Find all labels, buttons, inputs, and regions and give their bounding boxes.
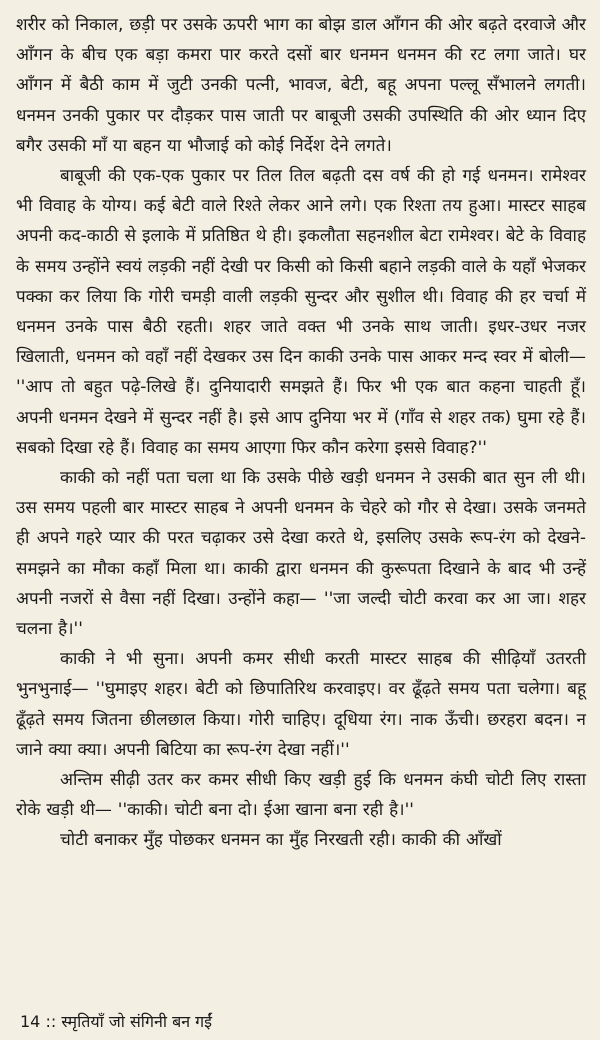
paragraph-2: बाबूजी की एक-एक पुकार पर तिल तिल बढ़ती दस वर्ष की हो गई धनमन। रामेश्वर भी विवाह के योग्य। कई बेटी वाले रिश्ते लेकर आने लगे। एक रिश्ता तय हुआ। मास्टर साहब अपनी कद-काठी से इलाके में प्रतिष्ठित थे ही। इकलौता सहनशील बेटा रामेश्वर। बेटे के विवाह के समय उन्होंने स्वयं लड़की नहीं देखी पर किसी को किसी बहाने लड़की वाले के यहाँ भेजकर पक्का कर लिया कि गोरी चमड़ी वाली लड़की सुन्दर और सुशील थी। विवाह की हर चर्चा में धनमन उनके पास बैठी रहती। शहर जाते वक्त भी उनके साथ जाती। इधर-उधर नजर खिलाती, धनमन को वहाँ नहीं देखकर उस दिन काकी उनके पास आकर मन्द स्वर में बोली— ''आप तो बहुत पढ़े-लिखे हैं। दुनियादारी समझते हैं। फिर भी एक बात कहना चाहती हूँ। अपनी धनमन देखने में सुन्दर नहीं है। इसे आप दुनिया भर में (गाँव से शहर तक) घुमा रहे हैं। सबको दिखा रहे हैं। विवाह का समय आएगा फिर कौन करेगा इससे विवाह?''	[16, 166, 586, 458]
paragraph-6: चोटी बनाकर मुँह पोछकर धनमन का मुँह निरखती रही। काकी की आँखों	[60, 830, 502, 851]
paragraph-3: काकी को नहीं पता चला था कि उसके पीछे खड़ी धनमन ने उसकी बात सुन ली थी। उस समय पहली बार मास्टर साहब ने अपनी धनमन के चेहरे को गौर से देखा। उसके जनमते ही अपने गहरे प्यार की परत चढ़ाकर उसे देखा करते थे, इसलिए उसके रूप-रंग को देखने-समझने का मौका कहाँ मिला था। काकी द्वारा धनमन की कुरूपता दिखाने के बाद भी उन्हें अपनी नजरों से वैसा नहीं दिखा। उन्होंने कहा— ''जा जल्दी चोटी करवा कर आ जा। शहर चलना है।''	[16, 468, 586, 640]
page-number: 14	[20, 1012, 41, 1031]
paragraph-1: शरीर को निकाल, छड़ी पर उसके ऊपरी भाग का बोझ डाल आँगन की ओर बढ़ते दरवाजे और आँगन के बीच एक बड़ा कमरा पार करते दसों बार धनमन धनमन की रट लगा जाते। घर आँगन में बैठी काम में जुटी उनकी पत्नी, भावज, बेटी, बहू अपना पल्लू सँभालने लगती। धनमन उनकी पुकार पर दौड़कर पास जाती पर बाबूजी उसकी उपस्थिति की ओर ध्यान दिए बगैर उसकी माँ या बहन या भौजाई को कोई निर्देश देने लगते।	[16, 15, 586, 156]
footer-separator: ::	[45, 1012, 57, 1031]
paragraph-5: अन्तिम सीढ़ी उतर कर कमर सीधी किए खड़ी हुई कि धनमन कंघी चोटी लिए रास्ता रोके खड़ी थी— ''काकी। चोटी बना दो। ईआ खाना बना रही है।''	[16, 770, 586, 821]
book-title: स्मृतियाँ जो संगिनी बन गईं	[61, 1012, 213, 1031]
paragraph-4: काकी ने भी सुना। अपनी कमर सीधी करती मास्टर साहब की सीढ़ियाँ उतरती भुनभुनाई— ''घुमाइए शहर। बेटी को छिपातिरिथ करवाइए। वर ढूँढ़ते समय पता चलेगा। बहू ढूँढ़ते समय जितना छीलछाल किया। गोरी चाहिए। दूधिया रंग। नाक ऊँची। छरहरा बदन। न जाने क्या क्या। अपनी बिटिया का रूप-रंग देखा नहीं।''	[16, 649, 586, 760]
page-footer	[20, 1012, 212, 1032]
